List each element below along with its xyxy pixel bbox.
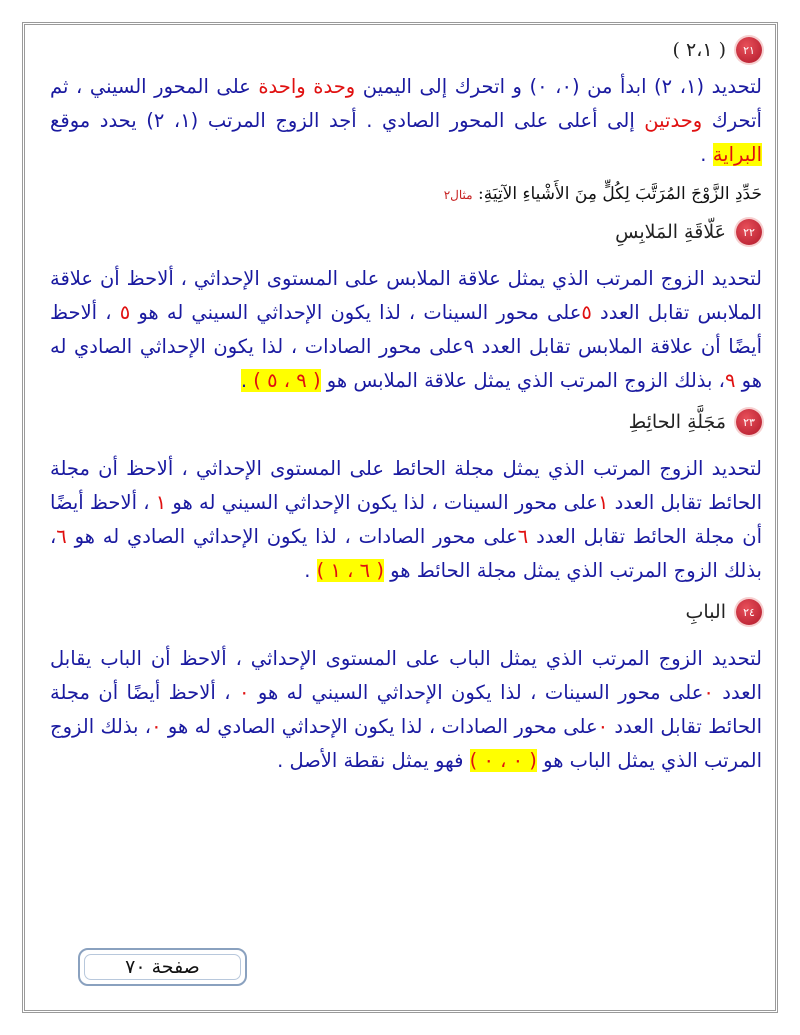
text-run: لتحديد الزوج المرتب الذي يمثل الباب على المستوى الإحداثي ، ألاحظ أن الباب يقابل العدد [50, 647, 762, 704]
red-number: ١ [597, 491, 609, 514]
example-reference: مثال٢ [443, 188, 473, 202]
text-run: ، ألاحظ أيضًا أن مجلة الحائط تقابل العدد [50, 491, 762, 548]
text-run: على المحور السيني ، ثم أتحرك [50, 75, 762, 132]
text-run: فهو يمثل نقطة الأصل . [277, 749, 470, 772]
red-number: ٥ [119, 301, 131, 324]
question-23-header [50, 402, 762, 442]
question-title: ( ٢،١ ) [672, 39, 726, 61]
answer-24-text [50, 642, 762, 778]
text-run: على محور السينات ، لذا يكون الإحداثي السيني له هو [249, 681, 704, 704]
page-content [50, 30, 762, 778]
text-run: ، بذلك الزوج المرتب الذي يمثل مجلة الحائط هو [50, 525, 762, 582]
instruction-text: حَدِّدِ الزَّوْجَ المُرَتَّبَ لِكُلٍّ مِنَ الأَشْياءِ الآتِيَةِ: [472, 184, 762, 204]
text-run: لتحديد (١، ٢) ابدأ من (٠، ٠) و اتحرك إلى اليمين [355, 75, 762, 98]
red-number: ١ [155, 491, 167, 514]
question-title: مَجَلَّةِ الحائِطِ [628, 411, 726, 433]
red-number: ٩ [724, 369, 736, 392]
highlighted-answer: ( ٩ ، ٥ ) [253, 369, 321, 392]
question-21-header [50, 30, 762, 70]
text-run: على محور الصادات ، لذا يكون الإحداثي الصادي له هو [161, 715, 598, 738]
red-text: وحدة واحدة [258, 75, 356, 98]
red-number: ٥ [581, 301, 592, 324]
question-22-header [50, 212, 762, 252]
text-run: ، بذلك الزوج المرتب الذي يمثل الباب هو [50, 715, 762, 772]
text-run: ، ألاحظ أيضًا أن علاقة الملابس تقابل العدد ٩على محور الصادات ، لذا يكون الإحداثي الصادي له هو [50, 301, 762, 392]
question-title: عَلّاقَةِ المَلابِسِ [615, 221, 726, 243]
red-number: ٠ [238, 681, 250, 704]
highlighted-answer: ( ٦ ، ١ ) [316, 559, 384, 582]
text-run: إلى أعلى على المحور الصادي . أجد الزوج المرتب (١، ٢) يحدد موقع [50, 109, 645, 132]
text-run: ، بذلك الزوج المرتب الذي يمثل علاقة الملابس هو [320, 369, 725, 392]
page-number-inner-border [84, 954, 241, 980]
text-run: . [240, 369, 254, 392]
question-number-badge: ٢٤ [736, 599, 762, 625]
page-number: صفحة ٧٠ [125, 956, 200, 978]
red-number: ٠ [703, 681, 714, 704]
question-title: البابِ [685, 601, 726, 623]
red-text: وحدتين [644, 109, 703, 132]
text-run: لتحديد الزوج المرتب الذي يمثل مجلة الحائط على المستوى الإحداثي ، ألاحظ أن مجلة الحائط تقابل العدد [50, 457, 762, 514]
text-run: . [700, 143, 713, 166]
text-run: على محور السينات ، لذا يكون الإحداثي السيني له هو [130, 301, 582, 324]
answer-23-text [50, 452, 762, 588]
question-number-badge: ٢٣ [736, 409, 762, 435]
instruction [50, 184, 762, 204]
red-number: ٦ [56, 525, 67, 548]
page-number-box [78, 948, 247, 986]
red-number: ٠ [597, 715, 609, 738]
highlighted-answer: البراية [712, 143, 762, 166]
text-run: لتحديد الزوج المرتب الذي يمثل علاقة الملابس على المستوى الإحداثي ، ألاحظ أن علاقة الملابس تقابل العدد [50, 267, 763, 324]
text-run: ، ألاحظ أيضًا أن مجلة الحائط تقابل العدد [50, 681, 762, 738]
question-24-header [50, 592, 762, 632]
red-number: ٠ [151, 715, 162, 738]
text-run: على محور الصادات ، لذا يكون الإحداثي الصادي له هو [66, 525, 518, 548]
text-run: . [304, 559, 317, 582]
question-number-badge: ٢١ [736, 37, 762, 63]
highlighted-answer: ( ٠ ، ٠ ) [469, 749, 537, 772]
question-number-badge: ٢٢ [736, 219, 762, 245]
answer-22-text [50, 262, 762, 398]
text-run: على محور السينات ، لذا يكون الإحداثي السيني له هو [166, 491, 598, 514]
answer-21-text [50, 70, 762, 172]
red-number: ٦ [517, 525, 529, 548]
